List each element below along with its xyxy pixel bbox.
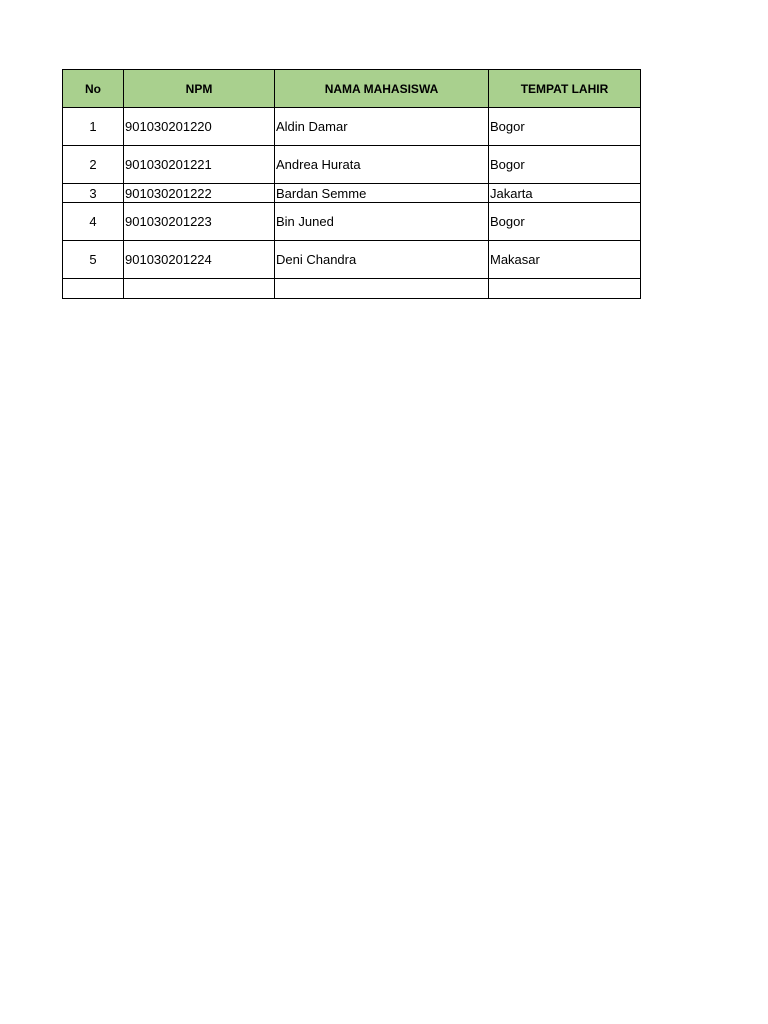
cell-nama[interactable]: Bin Juned (275, 203, 489, 241)
cell-no[interactable]: 5 (63, 241, 124, 279)
header-nama-mahasiswa[interactable]: NAMA MAHASISWA (275, 70, 489, 108)
cell-tempat-lahir[interactable] (489, 279, 641, 299)
cell-no[interactable]: 1 (63, 108, 124, 146)
cell-npm[interactable]: 901030201223 (124, 203, 275, 241)
cell-npm[interactable]: 901030201224 (124, 241, 275, 279)
cell-tempat-lahir[interactable]: Bogor (489, 146, 641, 184)
cell-tempat-lahir[interactable]: Bogor (489, 203, 641, 241)
cell-nama[interactable] (275, 279, 489, 299)
cell-tempat-lahir[interactable]: Bogor (489, 108, 641, 146)
cell-no[interactable]: 2 (63, 146, 124, 184)
header-no[interactable]: No (63, 70, 124, 108)
table-row (63, 241, 641, 279)
cell-npm[interactable] (124, 279, 275, 299)
table-row (63, 146, 641, 184)
cell-npm[interactable]: 901030201220 (124, 108, 275, 146)
table-row-empty (63, 279, 641, 299)
cell-nama[interactable]: Aldin Damar (275, 108, 489, 146)
table-row (63, 184, 641, 203)
cell-no[interactable]: 3 (63, 184, 124, 203)
cell-no[interactable] (63, 279, 124, 299)
cell-no[interactable]: 4 (63, 203, 124, 241)
cell-nama[interactable]: Andrea Hurata (275, 146, 489, 184)
table-row (63, 108, 641, 146)
header-row (63, 70, 641, 108)
cell-nama[interactable]: Deni Chandra (275, 241, 489, 279)
cell-tempat-lahir[interactable]: Jakarta (489, 184, 641, 203)
cell-nama[interactable]: Bardan Semme (275, 184, 489, 203)
student-table (62, 69, 641, 299)
header-tempat-lahir[interactable]: TEMPAT LAHIR (489, 70, 641, 108)
cell-tempat-lahir[interactable]: Makasar (489, 241, 641, 279)
header-npm[interactable]: NPM (124, 70, 275, 108)
table-row (63, 203, 641, 241)
cell-npm[interactable]: 901030201222 (124, 184, 275, 203)
cell-npm[interactable]: 901030201221 (124, 146, 275, 184)
